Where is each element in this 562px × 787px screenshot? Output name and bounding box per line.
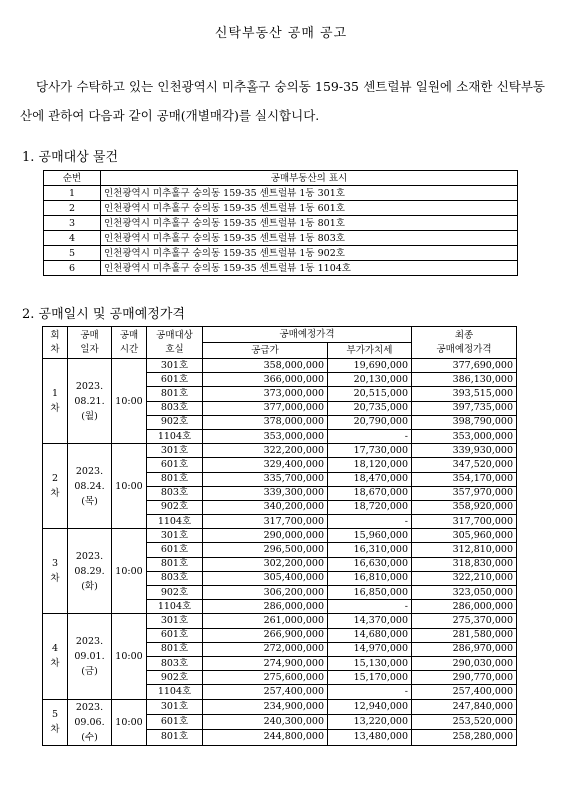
supply-price-cell: 339,300,000 (203, 486, 328, 500)
unit-cell: 801호 (147, 557, 203, 571)
section-2-heading: 2. 공매일시 및 공매예정가격 (22, 307, 185, 322)
col-header-round: 회 차 (43, 327, 68, 359)
vat-cell: 13,480,000 (328, 730, 412, 745)
table-row (43, 699, 517, 714)
supply-price-cell: 340,200,000 (203, 500, 328, 514)
time-cell: 10:00 (112, 359, 147, 444)
supply-price-cell: 335,700,000 (203, 472, 328, 486)
unit-cell: 803호 (147, 486, 203, 500)
vat-cell: 14,680,000 (328, 628, 412, 642)
supply-price-cell: 244,800,000 (203, 730, 328, 745)
vat-cell: 20,735,000 (328, 401, 412, 415)
supply-price-cell: 305,400,000 (203, 571, 328, 585)
final-price-cell: 386,130,000 (412, 373, 517, 387)
property-description: 인천광역시 미추홀구 숭의동 159-35 센트럴뷰 1동 801호 (101, 216, 518, 231)
vat-cell: 20,130,000 (328, 373, 412, 387)
row-number: 3 (44, 216, 101, 231)
property-description: 인천광역시 미추홀구 숭의동 159-35 센트럴뷰 1동 803호 (101, 231, 518, 246)
supply-price-cell: 302,200,000 (203, 557, 328, 571)
final-price-cell: 257,400,000 (412, 685, 517, 699)
col-header-desc: 공매부동산의 표시 (101, 171, 518, 186)
row-number: 1 (44, 186, 101, 201)
col-header-supply: 공급가 (203, 343, 328, 359)
supply-price-cell: 306,200,000 (203, 586, 328, 600)
final-price-cell: 258,280,000 (412, 730, 517, 745)
unit-cell: 902호 (147, 500, 203, 514)
supply-price-cell: 322,200,000 (203, 444, 328, 458)
unit-cell: 601호 (147, 714, 203, 729)
supply-price-cell: 366,000,000 (203, 373, 328, 387)
supply-price-cell: 266,900,000 (203, 628, 328, 642)
vat-cell: - (328, 600, 412, 614)
vat-cell: 14,370,000 (328, 614, 412, 628)
table-row (44, 216, 518, 231)
unit-cell: 1104호 (147, 685, 203, 699)
row-number: 5 (44, 246, 101, 261)
round-cell: 3 차 (43, 529, 68, 614)
supply-price-cell: 257,400,000 (203, 685, 328, 699)
table-row (44, 201, 518, 216)
supply-price-cell: 373,000,000 (203, 387, 328, 401)
supply-price-cell: 378,000,000 (203, 415, 328, 429)
col-header-time: 공매 시간 (112, 327, 147, 359)
vat-cell: 16,850,000 (328, 586, 412, 600)
row-number: 2 (44, 201, 101, 216)
vat-cell: - (328, 685, 412, 699)
final-price-cell: 318,830,000 (412, 557, 517, 571)
supply-price-cell: 358,000,000 (203, 359, 328, 373)
final-price-cell: 253,520,000 (412, 714, 517, 729)
final-price-cell: 247,840,000 (412, 699, 517, 714)
unit-cell: 801호 (147, 730, 203, 745)
vat-cell: 15,170,000 (328, 671, 412, 685)
vat-cell: 18,470,000 (328, 472, 412, 486)
vat-cell: 18,120,000 (328, 458, 412, 472)
vat-cell: 18,670,000 (328, 486, 412, 500)
vat-cell: 16,810,000 (328, 571, 412, 585)
date-cell: 2023. 08.29. (화) (68, 529, 112, 614)
row-number: 4 (44, 231, 101, 246)
table-row (43, 614, 517, 628)
row-number: 6 (44, 261, 101, 276)
date-cell: 2023. 09.06. (수) (68, 699, 112, 745)
target-property-table (43, 170, 518, 276)
supply-price-cell: 296,500,000 (203, 543, 328, 557)
unit-cell: 1104호 (147, 429, 203, 443)
supply-price-cell: 377,000,000 (203, 401, 328, 415)
section-1-heading: 1. 공매대상 물건 (22, 150, 119, 165)
schedule-price-table (42, 326, 517, 746)
supply-price-cell: 275,600,000 (203, 671, 328, 685)
final-price-cell: 354,170,000 (412, 472, 517, 486)
final-price-cell: 290,030,000 (412, 656, 517, 670)
unit-cell: 803호 (147, 401, 203, 415)
vat-cell: 19,690,000 (328, 359, 412, 373)
supply-price-cell: 272,000,000 (203, 642, 328, 656)
round-cell: 1 차 (43, 359, 68, 444)
property-description: 인천광역시 미추홀구 숭의동 159-35 센트럴뷰 1동 601호 (101, 201, 518, 216)
final-price-cell: 275,370,000 (412, 614, 517, 628)
final-price-cell: 322,210,000 (412, 571, 517, 585)
final-price-cell: 358,920,000 (412, 500, 517, 514)
final-price-cell: 377,690,000 (412, 359, 517, 373)
col-header-final: 최종 공매예정가격 (412, 327, 517, 359)
table-row (43, 444, 517, 458)
time-cell: 10:00 (112, 529, 147, 614)
property-description: 인천광역시 미추홀구 숭의동 159-35 센트럴뷰 1동 1104호 (101, 261, 518, 276)
vat-cell: 12,940,000 (328, 699, 412, 714)
col-header-date: 공매 일자 (68, 327, 112, 359)
final-price-cell: 398,790,000 (412, 415, 517, 429)
supply-price-cell: 353,000,000 (203, 429, 328, 443)
table-header-row (43, 327, 517, 343)
unit-cell: 301호 (147, 359, 203, 373)
property-description: 인천광역시 미추홀구 숭의동 159-35 센트럴뷰 1동 301호 (101, 186, 518, 201)
unit-cell: 803호 (147, 571, 203, 585)
unit-cell: 601호 (147, 628, 203, 642)
date-cell: 2023. 09.01. (금) (68, 614, 112, 699)
supply-price-cell: 286,000,000 (203, 600, 328, 614)
vat-cell: 16,630,000 (328, 557, 412, 571)
vat-cell: 20,515,000 (328, 387, 412, 401)
final-price-cell: 317,700,000 (412, 515, 517, 529)
final-price-cell: 312,810,000 (412, 543, 517, 557)
supply-price-cell: 240,300,000 (203, 714, 328, 729)
table-row (44, 231, 518, 246)
unit-cell: 902호 (147, 415, 203, 429)
time-cell: 10:00 (112, 444, 147, 529)
col-header-unit: 공매대상 호실 (147, 327, 203, 359)
time-cell: 10:00 (112, 614, 147, 699)
unit-cell: 801호 (147, 387, 203, 401)
final-price-cell: 323,050,000 (412, 586, 517, 600)
unit-cell: 801호 (147, 642, 203, 656)
date-cell: 2023. 08.21. (월) (68, 359, 112, 444)
supply-price-cell: 317,700,000 (203, 515, 328, 529)
table-row (44, 261, 518, 276)
unit-cell: 1104호 (147, 515, 203, 529)
unit-cell: 601호 (147, 373, 203, 387)
unit-cell: 801호 (147, 472, 203, 486)
unit-cell: 301호 (147, 699, 203, 714)
col-header-no: 순번 (44, 171, 101, 186)
final-price-cell: 281,580,000 (412, 628, 517, 642)
unit-cell: 902호 (147, 671, 203, 685)
vat-cell: 18,720,000 (328, 500, 412, 514)
supply-price-cell: 329,400,000 (203, 458, 328, 472)
vat-cell: 15,130,000 (328, 656, 412, 670)
final-price-cell: 339,930,000 (412, 444, 517, 458)
vat-cell: 16,310,000 (328, 543, 412, 557)
vat-cell: 17,730,000 (328, 444, 412, 458)
page-title: 신탁부동산 공매 공고 (214, 26, 348, 41)
table-row (44, 246, 518, 261)
final-price-cell: 397,735,000 (412, 401, 517, 415)
vat-cell: 14,970,000 (328, 642, 412, 656)
final-price-cell: 305,960,000 (412, 529, 517, 543)
unit-cell: 301호 (147, 444, 203, 458)
unit-cell: 902호 (147, 586, 203, 600)
property-description: 인천광역시 미추홀구 숭의동 159-35 센트럴뷰 1동 902호 (101, 246, 518, 261)
table-row (43, 359, 517, 373)
table-header-row (44, 171, 518, 186)
final-price-cell: 286,970,000 (412, 642, 517, 656)
col-header-vat: 부가가치세 (328, 343, 412, 359)
unit-cell: 301호 (147, 614, 203, 628)
date-cell: 2023. 08.24. (목) (68, 444, 112, 529)
final-price-cell: 353,000,000 (412, 429, 517, 443)
table-row (44, 186, 518, 201)
col-header-price-group: 공매예정가격 (203, 327, 412, 343)
unit-cell: 301호 (147, 529, 203, 543)
final-price-cell: 357,970,000 (412, 486, 517, 500)
vat-cell: - (328, 429, 412, 443)
final-price-cell: 393,515,000 (412, 387, 517, 401)
round-cell: 5 차 (43, 699, 68, 745)
supply-price-cell: 261,000,000 (203, 614, 328, 628)
round-cell: 2 차 (43, 444, 68, 529)
unit-cell: 601호 (147, 543, 203, 557)
unit-cell: 1104호 (147, 600, 203, 614)
supply-price-cell: 290,000,000 (203, 529, 328, 543)
final-price-cell: 347,520,000 (412, 458, 517, 472)
vat-cell: 20,790,000 (328, 415, 412, 429)
vat-cell: 13,220,000 (328, 714, 412, 729)
final-price-cell: 290,770,000 (412, 671, 517, 685)
final-price-cell: 286,000,000 (412, 600, 517, 614)
supply-price-cell: 234,900,000 (203, 699, 328, 714)
round-cell: 4 차 (43, 614, 68, 699)
unit-cell: 803호 (147, 656, 203, 670)
unit-cell: 601호 (147, 458, 203, 472)
supply-price-cell: 274,900,000 (203, 656, 328, 670)
table-row (43, 529, 517, 543)
intro-paragraph: 당사가 수탁하고 있는 인천광역시 미추홀구 숭의동 159-35 센트럴뷰 일원에 소재한 신탁부동산에 관하여 다음과 같이 공매(개별매각)를 실시합니다. (20, 79, 545, 123)
vat-cell: - (328, 515, 412, 529)
time-cell: 10:00 (112, 699, 147, 745)
vat-cell: 15,960,000 (328, 529, 412, 543)
